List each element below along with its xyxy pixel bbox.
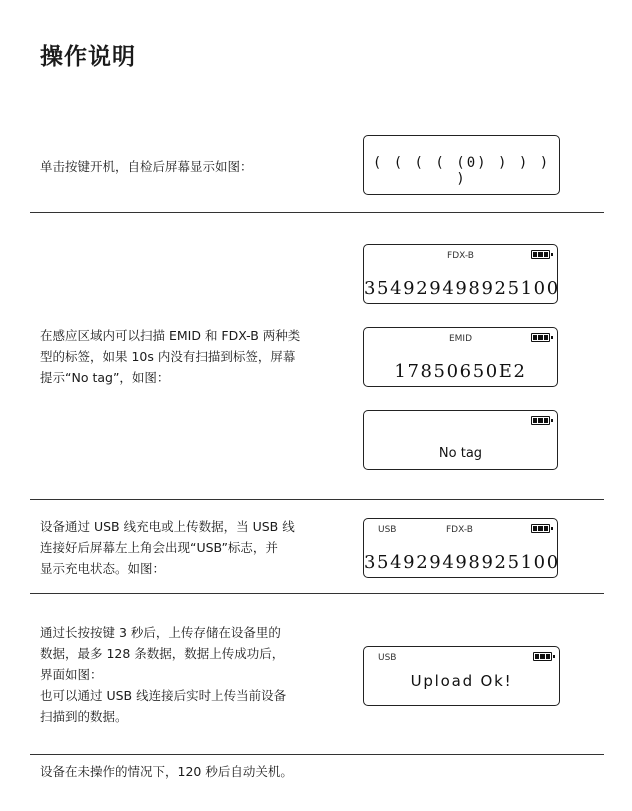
- section-upload-text: [40, 622, 286, 727]
- text-line: 设备在未操作的情况下，120 秒后自动关机。: [40, 764, 293, 779]
- tag-id-value: 17850650E2: [394, 361, 527, 382]
- section-usb-text: [40, 516, 295, 579]
- tag-type-label: FDX-B: [446, 525, 473, 535]
- text-line: 连接好后屏幕左上角会出现“USB”标志，并: [40, 540, 278, 555]
- boot-animation-text: ( ( ( ( (0) ) ) ) ): [372, 155, 551, 187]
- text-line: 数据，最多 128 条数据，数据上传成功后，: [40, 646, 285, 661]
- divider: [30, 754, 604, 755]
- tag-type-label: FDX-B: [447, 251, 474, 261]
- tag-id-value: 354929498925100: [364, 552, 560, 573]
- usb-indicator: USB: [378, 653, 397, 663]
- text-line: 型的标签，如果 10s 内没有扫描到标签，屏幕: [40, 349, 296, 364]
- lcd-upload-screen: [363, 646, 560, 706]
- section-autooff-text: [40, 761, 293, 782]
- no-tag-message: No tag: [438, 446, 483, 461]
- lcd-fdxb-screen: [363, 244, 558, 304]
- section-scan-text: [40, 325, 300, 388]
- battery-icon: [531, 333, 550, 342]
- divider: [30, 212, 604, 213]
- section-boot-text: [40, 156, 253, 177]
- page-title: 操作说明: [40, 44, 136, 70]
- divider: [30, 499, 604, 500]
- lcd-usb-scan-screen: [363, 518, 558, 578]
- tag-id-value: 354929498925100: [364, 278, 560, 299]
- usb-indicator: USB: [378, 525, 397, 535]
- text-line: 扫描到的数据。: [40, 709, 128, 724]
- text-line: 也可以通过 USB 线连接后实时上传当前设备: [40, 688, 287, 703]
- lcd-notag-screen: [363, 410, 558, 470]
- battery-icon: [531, 416, 550, 425]
- tag-type-label: EMID: [448, 334, 473, 344]
- lcd-emid-screen: [363, 327, 558, 387]
- text-line: 提示“No tag”，如图：: [40, 370, 170, 385]
- text-line: 显示充电状态。如图：: [40, 561, 166, 576]
- text-line: 在感应区域内可以扫描 EMID 和 FDX-B 两种类: [40, 328, 301, 343]
- battery-icon: [533, 652, 552, 661]
- upload-ok-message: Upload Ok!: [410, 672, 513, 690]
- text-line: 设备通过 USB 线充电或上传数据，当 USB 线: [40, 519, 295, 534]
- text-line: 通过长按按键 3 秒后，上传存储在设备里的: [40, 625, 281, 640]
- divider: [30, 593, 604, 594]
- battery-icon: [531, 524, 550, 533]
- lcd-boot-screen: [363, 135, 560, 195]
- battery-icon: [531, 250, 550, 259]
- text-line: 单击按键开机，自检后屏幕显示如图：: [40, 159, 253, 174]
- text-line: 界面如图：: [40, 667, 103, 682]
